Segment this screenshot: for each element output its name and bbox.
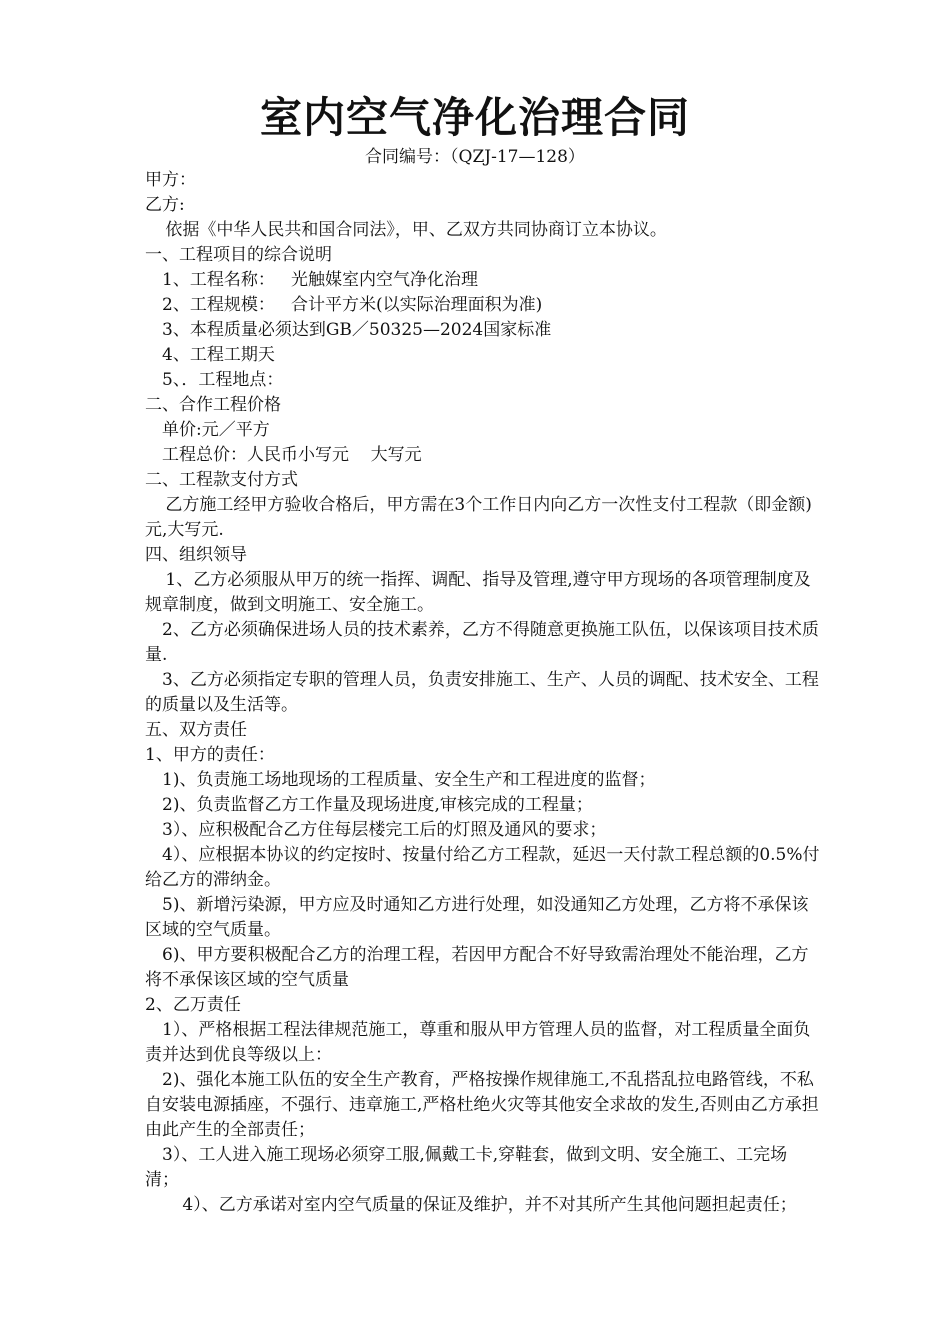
section-1-heading: 一、工程项目的综合说明: [145, 245, 332, 265]
unit-price: 单价:元／平方: [162, 420, 270, 440]
section-5-heading: 五、双方责任: [145, 720, 247, 740]
section-4-heading: 四、组织领导: [145, 545, 247, 565]
party-a-duty: 1)、负责施工场地现场的工程质量、安全生产和工程进度的监督；: [162, 770, 656, 790]
section-4-item: 2、乙方必须确保进场人员的技术素养，乙方不得随意更换施工队伍，以保该项目技术质量.: [145, 620, 819, 665]
party-a-duty: 4）、应根据本协议的约定按时、按量付给乙方工程款，延迟一天付款工程总额的0.5%付给乙方的滞纳金。: [145, 845, 820, 890]
party-a-duties-heading: 1、甲方的责任：: [145, 745, 275, 765]
party-b-duty: 4）、乙方承诺对室内空气质量的保证及维护，并不对其所产生其他问题担起责任；: [182, 1195, 797, 1215]
party-a-line: 甲方：: [145, 170, 196, 190]
party-a-duty: 5)、新增污染源，甲方应及时通知乙方进行处理，如没通知乙方处理，乙方将不承保该区域的空气质量。: [145, 895, 809, 940]
contract-body: [145, 168, 820, 1218]
section-1-item: 4、工程工期天: [162, 345, 275, 365]
section-1-item: 1、工程名称： 光触媒室内空气净化治理: [162, 270, 479, 290]
party-b-duty: 2)、强化本施工队伍的安全生产教育，严格按操作规律施工,不乱搭乱拉电路管线，不私自安装电源插座，不强行、违章施工,严格杜绝火灾等其他安全求故的发生,否则由乙方承担由此产生的全部责任；: [145, 1070, 819, 1140]
payment-paragraph: 乙方施工经甲方验收合格后，甲方需在3个工作日内向乙方一次性支付工程款（即金额)元,大写元.: [145, 495, 812, 540]
party-b-line: 乙方:: [145, 195, 185, 215]
party-a-duty: 6)、甲方要积极配合乙方的治理工程，若因甲方配合不好导致需治理处不能治理，乙方将不承保该区域的空气质量: [145, 945, 809, 990]
intro-paragraph: 依据《中华人民共和国合同法》，甲、乙双方共同协商订立本协议。: [165, 220, 667, 240]
section-1-item: 3、本程质量必须达到GB／50325—2024国家标准: [162, 320, 552, 340]
party-a-duty: 3）、应积极配合乙方住每层楼完工后的灯照及通风的要求；: [162, 820, 607, 840]
total-price: 工程总价：人民币小写元 大写元: [162, 445, 422, 465]
section-4-item: 3、乙方必须指定专职的管理人员，负责安排施工、生产、人员的调配、技术安全、工程的质量以及生活等。: [145, 670, 819, 715]
party-b-duty: 1）、严格根据工程法律规范施工，尊重和服从甲方管理人员的监督，对工程质量全面负责并达到优良等级以上：: [145, 1020, 811, 1065]
section-1-item: 5、．工程地点：: [162, 370, 284, 390]
page-title: 室内空气净化治理合同: [259, 93, 690, 142]
contract-number: 合同编号：（QZJ-17—128）: [365, 147, 585, 167]
section-2-heading: 二、合作工程价格: [145, 395, 281, 415]
section-3-heading: 二、工程款支付方式: [145, 470, 298, 490]
party-b-duty: 3）、工人进入施工现场必须穿工服,佩戴工卡,穿鞋套，做到文明、安全施工、工完场清；: [145, 1145, 788, 1190]
section-4-item: 1、乙方必须服从甲万的统一指挥、调配、指导及管理,遵守甲方现场的各项管理制度及规章制度，做到文明施工、安全施工。: [145, 570, 811, 615]
party-b-duties-heading: 2、乙万责任: [145, 995, 241, 1015]
party-a-duty: 2)、负责监督乙方工作量及现场进度,审核完成的工程量；: [162, 795, 593, 815]
section-1-item: 2、工程规模： 合计平方米(以实际治理面积为准): [162, 295, 543, 315]
